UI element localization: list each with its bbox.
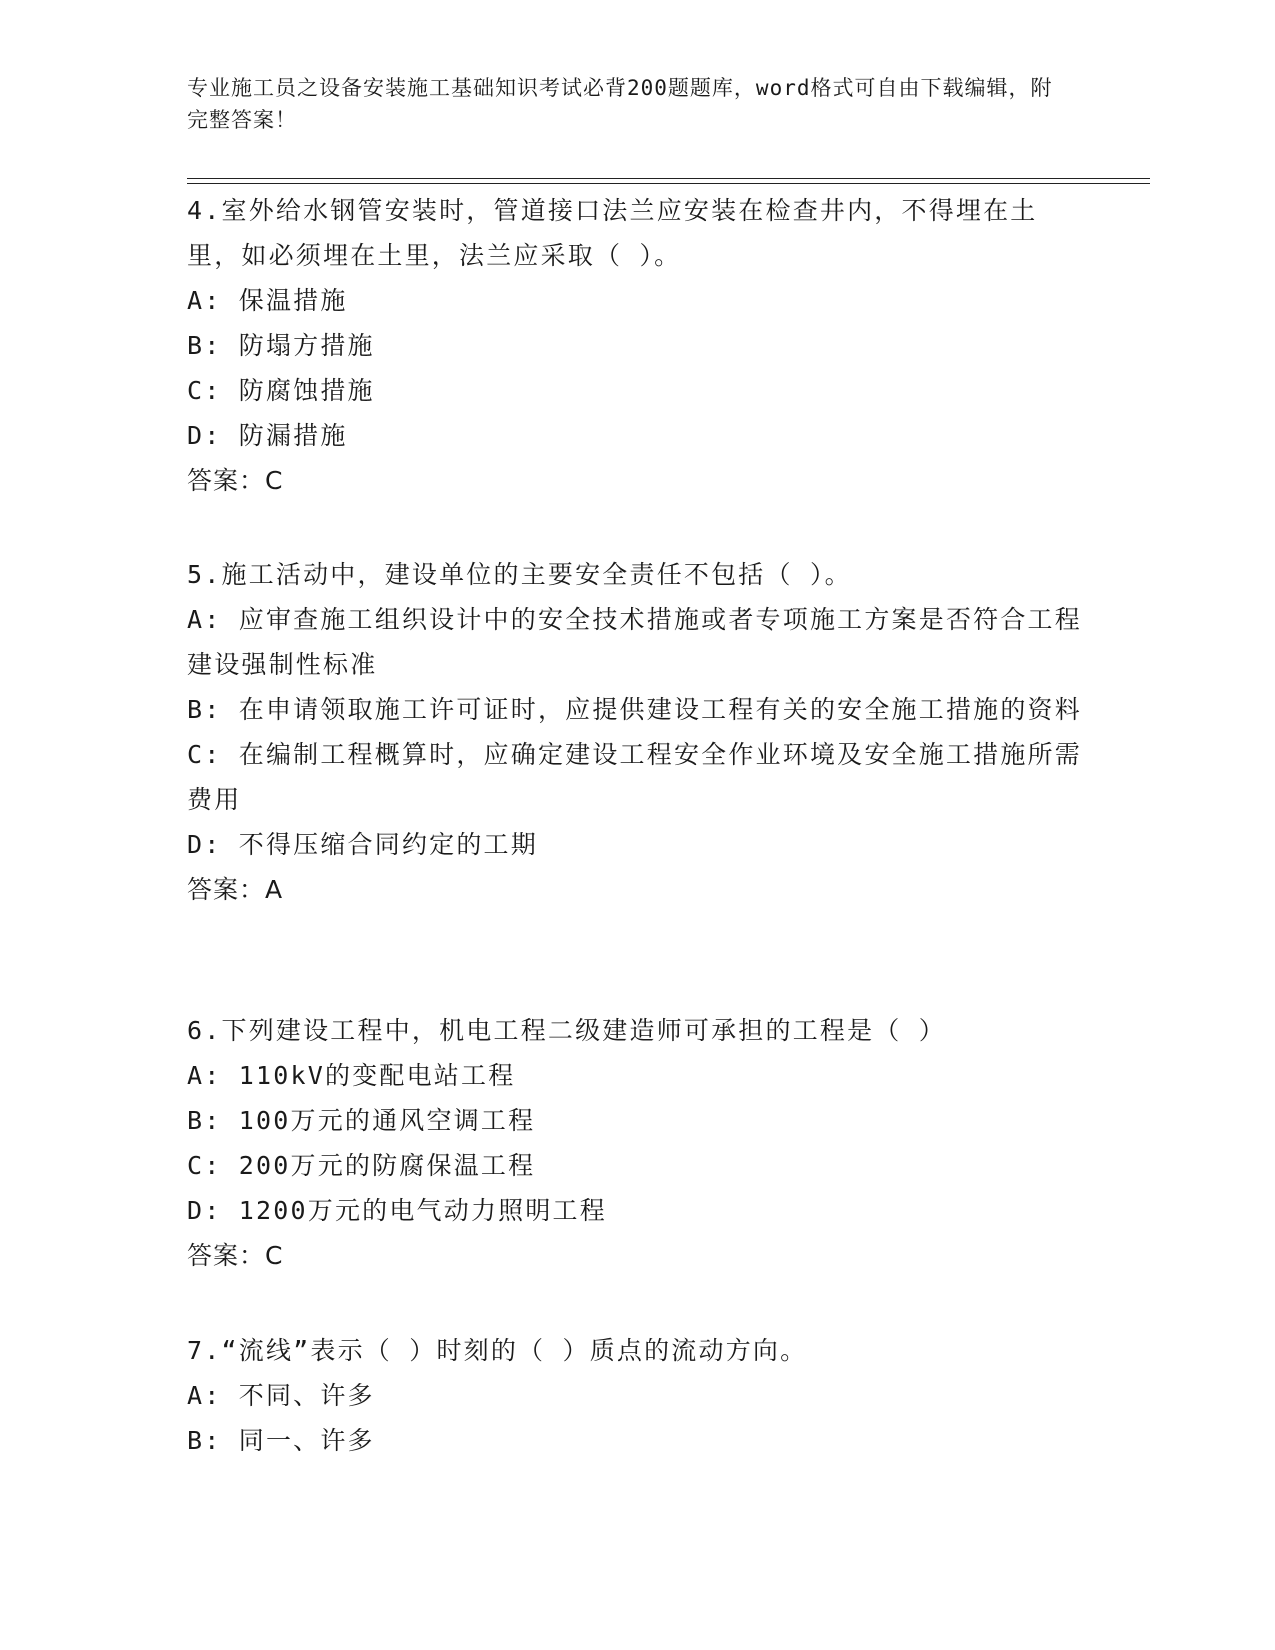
- header-divider-bottom: [187, 183, 1150, 184]
- question-stem: 4.室外给水钢管安装时，管道接口法兰应安装在检查井内，不得埋在土里，如必须埋在土里，法兰应采取（ ）。: [187, 196, 1038, 270]
- option-c: C: 在编制工程概算时，应确定建设工程安全作业环境及安全施工措施所需费用: [187, 740, 1082, 814]
- option-d: D: 1200万元的电气动力照明工程: [187, 1196, 607, 1225]
- answer: 答案：A: [187, 875, 284, 904]
- option-d: D: 不得压缩合同约定的工期: [187, 830, 538, 859]
- option-a: A: 应审查施工组织设计中的安全技术措施或者专项施工方案是否符合工程建设强制性标准: [187, 605, 1082, 679]
- option-b: B: 100万元的通风空调工程: [187, 1106, 536, 1135]
- option-d: D: 防漏措施: [187, 421, 348, 450]
- option-a: A: 保温措施: [187, 286, 348, 315]
- answer: 答案：C: [187, 1241, 284, 1270]
- answer: 答案：C: [187, 466, 284, 495]
- question-6: [187, 1008, 1087, 1278]
- option-a: A: 110kV的变配电站工程: [187, 1061, 516, 1090]
- question-4: [187, 188, 1087, 503]
- question-7: [187, 1328, 1087, 1463]
- option-c: C: 200万元的防腐保温工程: [187, 1151, 536, 1180]
- option-b: B: 防塌方措施: [187, 331, 375, 360]
- option-b: B: 在申请领取施工许可证时，应提供建设工程有关的安全施工措施的资料: [187, 695, 1082, 724]
- question-stem: 7.“流线”表示（ ）时刻的（ ）质点的流动方向。: [187, 1336, 808, 1365]
- question-stem: 6.下列建设工程中，机电工程二级建造师可承担的工程是（ ）: [187, 1016, 946, 1045]
- question-5: [187, 552, 1087, 912]
- option-a: A: 不同、许多: [187, 1381, 375, 1410]
- option-b: B: 同一、许多: [187, 1426, 375, 1455]
- document-header: 专业施工员之设备安装施工基础知识考试必背200题题库，word格式可自由下载编辑，附完整答案！: [187, 76, 1053, 132]
- question-stem: 5.施工活动中，建设单位的主要安全责任不包括（ ）。: [187, 560, 852, 589]
- header-divider-top: [187, 178, 1150, 179]
- option-c: C: 防腐蚀措施: [187, 376, 375, 405]
